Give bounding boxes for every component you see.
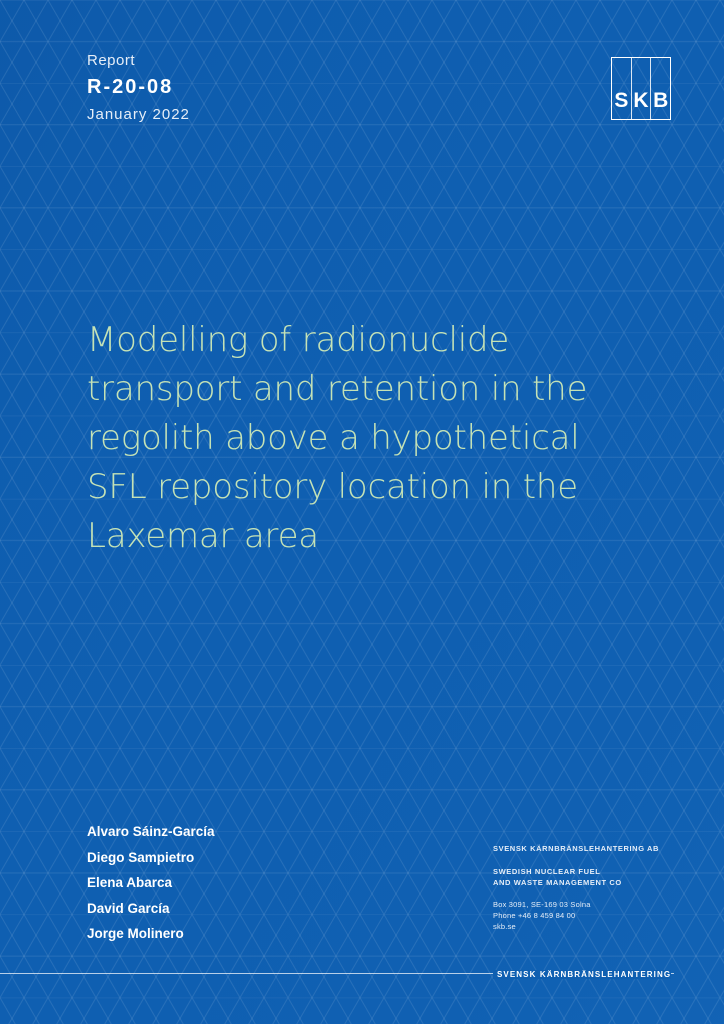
- title-line: Modelling of radionuclide: [87, 320, 510, 360]
- title-line: SFL repository location in the: [87, 467, 578, 507]
- company-website: skb.se: [493, 922, 516, 931]
- company-name-english: AND WASTE MANAGEMENT CO: [493, 878, 622, 887]
- report-date: January 2022: [87, 106, 190, 123]
- company-name-swedish: SVENSK KÄRNBRÄNSLEHANTERING AB: [493, 844, 660, 853]
- report-title: [87, 316, 667, 561]
- logo-letter: S: [612, 58, 632, 119]
- author-list: [87, 819, 215, 947]
- publisher-info: [493, 843, 693, 932]
- author-name: David García: [87, 900, 170, 916]
- author-name: Jorge Molinero: [87, 926, 184, 941]
- title-line: Laxemar area: [87, 516, 319, 556]
- skb-logo: [611, 57, 671, 120]
- company-name-english: SWEDISH NUCLEAR FUEL: [493, 867, 601, 876]
- report-label: Report: [87, 52, 136, 69]
- title-line: transport and retention in the: [87, 369, 588, 409]
- author-name: Diego Sampietro: [87, 849, 195, 865]
- author-name: Elena Abarca: [87, 875, 173, 890]
- footer-company-name: SVENSK KÄRNBRÄNSLEHANTERING: [493, 970, 671, 979]
- author-name: Alvaro Sáinz-García: [87, 824, 215, 839]
- logo-letter: B: [653, 89, 669, 112]
- company-phone: Phone +46 8 459 84 00: [493, 911, 576, 920]
- logo-letter: K: [632, 58, 652, 119]
- company-address: Box 3091, SE-169 03 Solna: [493, 900, 591, 909]
- title-line: regolith above a hypothetical: [87, 418, 580, 458]
- report-number: R-20-08: [87, 76, 174, 98]
